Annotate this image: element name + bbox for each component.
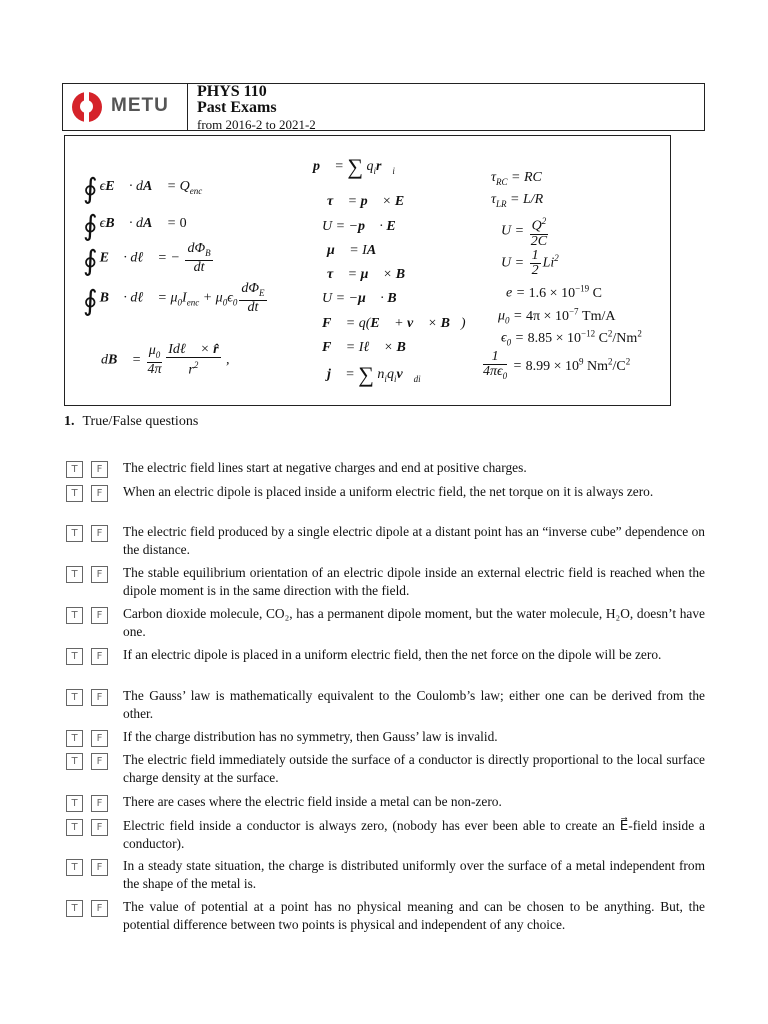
formula-capacitor-energy: U = $\frac{Q^2}{2C}$ — [501, 216, 548, 249]
formula-faraday-law: ∮ E⃗ · dℓ⃗ = − $\frac{d\Phi_B}{dt}$ — [83, 241, 211, 277]
course-code: PHYS 110 — [197, 83, 267, 100]
false-checkbox[interactable]: F — [91, 730, 108, 747]
formula-gauss-law: ∮ ϵE⃗ · dA⃗ = $Q_{enc}$ — [83, 174, 203, 205]
constant-coulomb: $\frac{1}{4\pi\epsilon_0}$ = $8.99 \times 10^9$ $Nm^2/C^2$ — [483, 349, 631, 381]
constant-mu0: $\mu_0 = 4\pi \times 10^{-7}$ Tm/A — [498, 306, 616, 326]
answer-boxes — [66, 900, 110, 916]
true-checkbox[interactable]: T — [66, 689, 83, 706]
true-checkbox[interactable]: T — [66, 859, 83, 876]
false-checkbox[interactable]: F — [91, 648, 108, 665]
formula-dipole-moment: p⃗ = ∑ $q_ir⃗_i$ — [313, 154, 395, 179]
false-checkbox[interactable]: F — [91, 689, 108, 706]
question-text: The electric field produced by a single electric dipole at a distant point has an “inverse cube” dependence on the distance. — [123, 524, 705, 557]
false-checkbox[interactable]: F — [91, 607, 108, 624]
answer-boxes — [66, 461, 110, 477]
metu-emblem-icon — [72, 92, 102, 122]
true-checkbox[interactable]: T — [66, 461, 83, 478]
false-checkbox[interactable]: F — [91, 753, 108, 770]
question-text: There are cases where the electric field inside a metal can be non-zero. — [123, 794, 502, 809]
answer-boxes — [66, 753, 110, 769]
false-checkbox[interactable]: F — [91, 819, 108, 836]
formula-gauss-magnetism: ∮ ϵB⃗ · dA⃗ = 0 — [83, 211, 187, 242]
exam-range: from 2016-2 to 2021-2 — [197, 117, 316, 132]
formula-torque-electric: τ⃗ = p⃗ × E⃗ — [327, 194, 416, 209]
question-text: The Gauss’ law is mathematically equivalent to the Coulomb’s law; either one can be derived from the other. — [123, 688, 705, 721]
answer-boxes — [66, 819, 110, 835]
formula-torque-magnetic: τ⃗ = μ⃗ × B⃗ — [327, 267, 416, 282]
true-checkbox[interactable]: T — [66, 753, 83, 770]
false-checkbox[interactable]: F — [91, 900, 108, 917]
logo-text: METU — [111, 95, 169, 116]
false-checkbox[interactable]: F — [91, 859, 108, 876]
formula-lr-time: $\tau_{LR} = L/R$ — [491, 192, 544, 209]
constant-epsilon0: $\epsilon_0 = 8.85 \times 10^{-12}$ $C^2/Nm^2$ — [501, 328, 642, 348]
answer-boxes — [66, 525, 110, 541]
formula-sheet — [64, 135, 671, 406]
true-checkbox[interactable]: T — [66, 819, 83, 836]
section-heading — [64, 414, 198, 430]
section-title: True/False questions — [82, 414, 199, 429]
true-checkbox[interactable]: T — [66, 795, 83, 812]
formula-inductor-energy: U = $\frac{1}{2}$ Li$^2$ — [501, 248, 559, 278]
answer-boxes — [66, 607, 110, 623]
formula-current-density: j⃗ = ∑ $n_iq_iv⃗_{di}$ — [327, 362, 421, 387]
question-text: The electric field lines start at negative charges and end at positive charges. — [123, 460, 527, 475]
answer-boxes — [66, 689, 110, 705]
formula-rc-time: $\tau_{RC}$ = RC — [491, 170, 542, 187]
header-box — [62, 83, 705, 131]
formula-magnetic-moment: μ⃗ = IA⃗ — [327, 243, 388, 258]
false-checkbox[interactable]: F — [91, 525, 108, 542]
formula-lorentz-force: F⃗ = q(E⃗ + v⃗ × B⃗) — [322, 316, 466, 331]
question-text: When an electric dipole is placed inside a uniform electric field, the net torque on it is always zero. — [123, 484, 654, 499]
true-checkbox[interactable]: T — [66, 485, 83, 502]
formula-energy-electric: U = −p⃗ · E⃗ — [322, 219, 407, 234]
true-checkbox[interactable]: T — [66, 648, 83, 665]
true-checkbox[interactable]: T — [66, 566, 83, 583]
question-text: Carbon dioxide molecule, CO₂, has a permanent dipole moment, but the water molecule, H₂O, doesn’t have one. — [123, 606, 705, 639]
formula-biot-savart: dB⃗ = $\frac{\mu_0}{4\pi}$ $\frac{\text{Idℓ⃗ × r̂}}{r^2}$ , — [101, 342, 230, 378]
true-checkbox[interactable]: T — [66, 525, 83, 542]
question-text: The value of potential at a point has no physical meaning and can be chosen to be anything. But, the potential difference between two points is physical and independent of any choice. — [123, 899, 705, 932]
true-checkbox[interactable]: T — [66, 607, 83, 624]
false-checkbox[interactable]: F — [91, 461, 108, 478]
question-text: The stable equilibrium orientation of an electric dipole inside an external electric field is reached when the dipole moment is in the same direction with the field. — [123, 565, 705, 598]
question-text: The electric field immediately outside the surface of a conductor is directly proportional to the local surface charge density at the surface. — [123, 752, 705, 785]
false-checkbox[interactable]: F — [91, 485, 108, 502]
page-title: Past Exams — [197, 99, 277, 116]
constant-elementary-charge: $e = 1.6 \times 10^{-19}$ C — [506, 283, 602, 301]
answer-boxes — [66, 730, 110, 746]
false-checkbox[interactable]: F — [91, 566, 108, 583]
section-number: 1. — [64, 414, 75, 429]
question-text: Electric field inside a conductor is always zero, (nobody has ever been able to create an E⃗-field inside a conductor). — [123, 818, 705, 851]
answer-boxes — [66, 795, 110, 811]
metu-logo — [63, 84, 188, 130]
answer-boxes — [66, 566, 110, 582]
answer-boxes — [66, 859, 110, 875]
question-text: In a steady state situation, the charge is distributed uniformly over the surface of a metal independent from the shape of the metal is. — [123, 858, 705, 891]
true-checkbox[interactable]: T — [66, 900, 83, 917]
question-text: If an electric dipole is placed in a uniform electric field, then the net force on the dipole will be zero. — [123, 647, 662, 662]
question-text: If the charge distribution has no symmetry, then Gauss’ law is invalid. — [123, 729, 498, 744]
answer-boxes — [66, 485, 110, 501]
formula-energy-magnetic: U = −μ⃗ · B⃗ — [322, 291, 408, 306]
false-checkbox[interactable]: F — [91, 795, 108, 812]
formula-wire-force: F⃗ = Iℓ⃗ × B⃗ — [322, 340, 417, 355]
true-checkbox[interactable]: T — [66, 730, 83, 747]
formula-ampere-maxwell: ∮ B⃗ · dℓ⃗ = $\mu_0I_{enc} + \mu_0\epsilon_0$ $\frac{d\Phi_E}{dt}$ — [83, 281, 265, 317]
answer-boxes — [66, 648, 110, 664]
